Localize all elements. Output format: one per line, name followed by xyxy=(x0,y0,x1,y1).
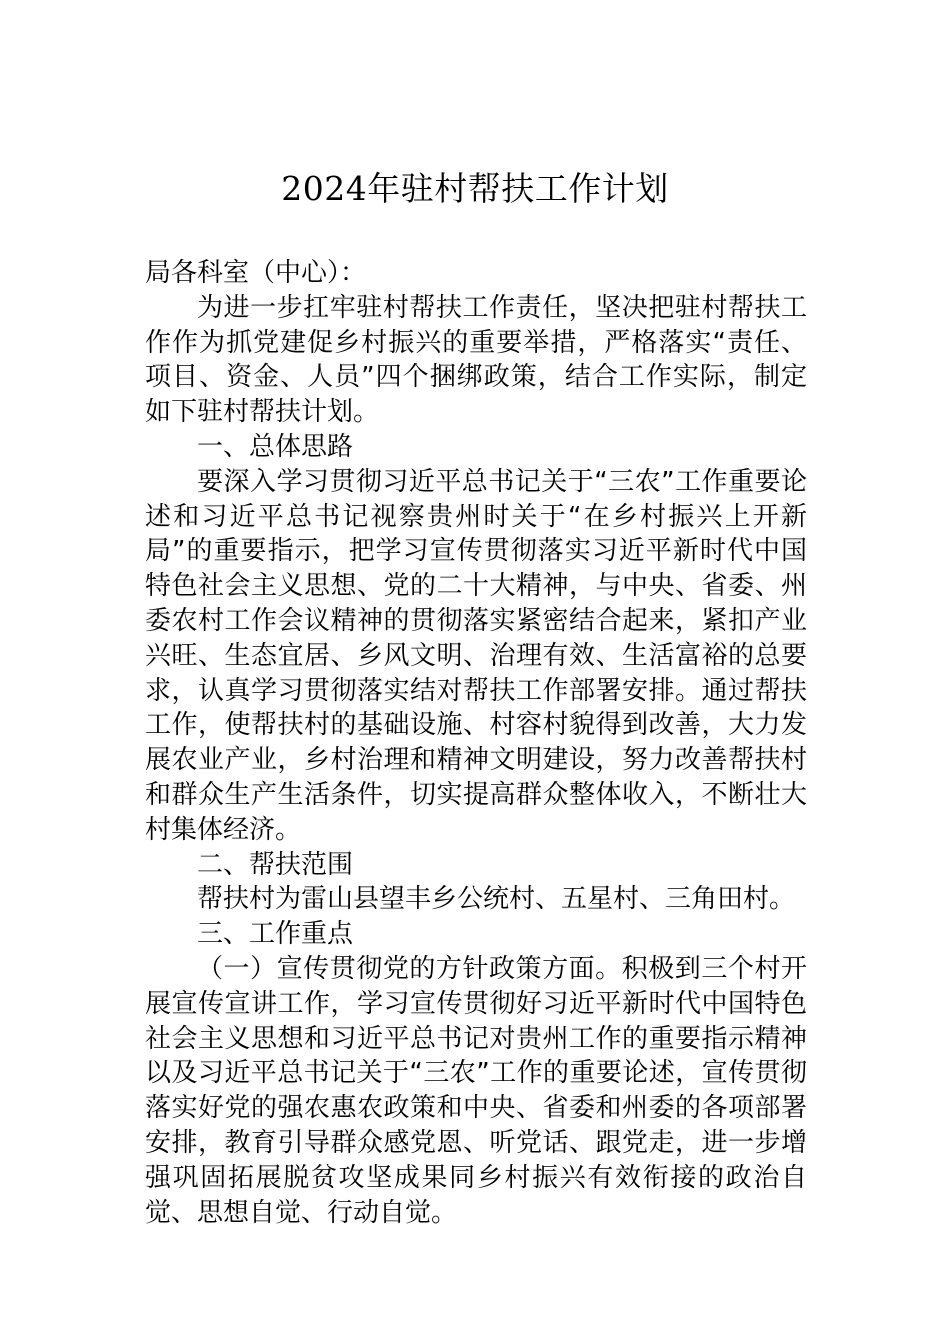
section-body-overall-approach: 要深入学习贯彻习近平总书记关于“三农”工作重要论述和习近平总书记视察贵州时关于“在乡村振兴上开新局”的重要指示，把学习宣传贯彻落实习近平新时代中国特色社会主义思想、党的二十大精神，与中央、省委、州委农村工作会议精神的贯彻落实紧密结合起来，紧扣产业兴旺、生态宜居、乡风文明、治理有效、生活富裕的总要求，认真学习贯彻落实结对帮扶工作部署安排。通过帮扶工作，使帮扶村的基础设施、村容村貌得到改善，大力发展农业产业，乡村治理和精神文明建设，努力改善帮扶村和群众生产生活条件，切实提高群众整体收入，不断壮大村集体经济。 xyxy=(145,466,807,845)
section-body-scope: 帮扶村为雷山县望丰乡公统村、五星村、三角田村。 xyxy=(197,884,796,915)
section-heading-overall-approach: 一、总体思路 xyxy=(197,431,354,462)
section-heading-scope: 二、帮扶范围 xyxy=(197,849,354,880)
intro-paragraph: 为进一步扛牢驻村帮扶工作责任，坚决把驻村帮扶工作作为抓党建促乡村振兴的重要举措，严格落实“责任、项目、资金、人员”四个捆绑政策，结合工作实际，制定如下驻村帮扶计划。 xyxy=(145,292,807,428)
document-title: 2024年驻村帮扶工作计划 xyxy=(281,169,669,208)
salutation: 局各科室（中心）： xyxy=(145,258,367,288)
document-body xyxy=(145,256,807,1230)
section-heading-key-work: 三、工作重点 xyxy=(197,919,354,950)
section-body-key-work-item-1: （一）宣传贯彻党的方针政策方面。积极到三个村开展宣传宣讲工作，学习宣传贯彻好习近平新时代中国特色社会主义思想和习近平总书记对贵州工作的重要指示精神以及习近平总书记关于“三农”工作的重要论述，宣传贯彻落实好党的强农惠农政策和中央、省委和州委的各项部署安排，教育引导群众感党恩、听党话、跟党走，进一步增强巩固拓展脱贫攻坚成果同乡村振兴有效衔接的政治自觉、思想自觉、行动自觉。 xyxy=(145,953,807,1228)
